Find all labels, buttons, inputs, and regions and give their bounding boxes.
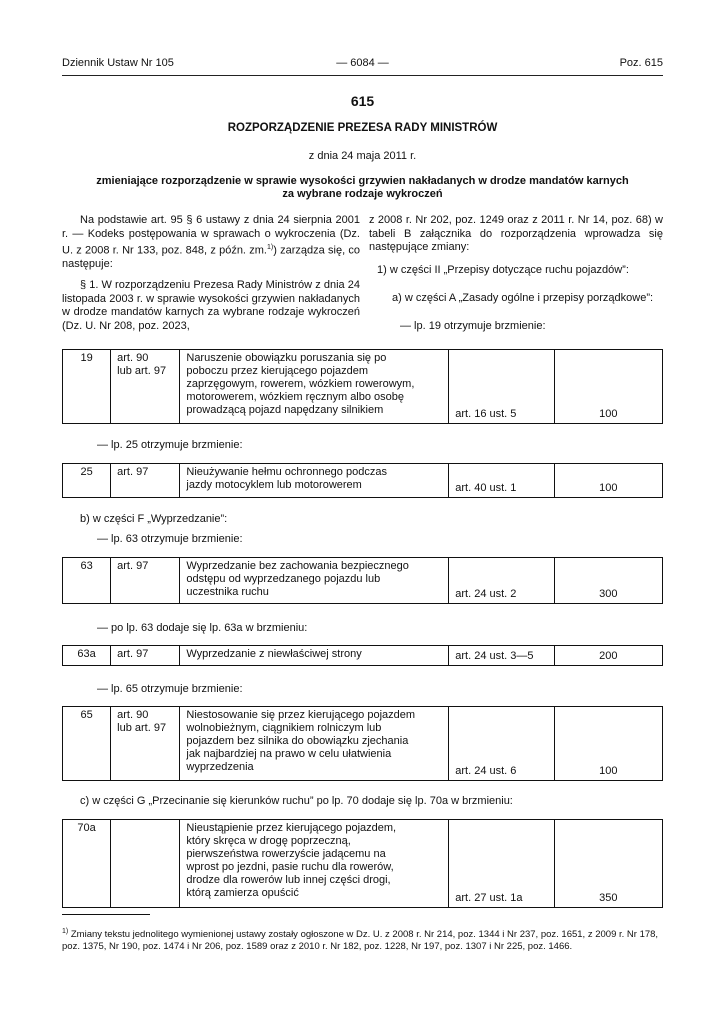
desc-line: prowadzącą pojazd napędzany silnikiem — [186, 404, 384, 416]
cell-article: art. 97 — [111, 646, 180, 666]
cell-reference: art. 24 ust. 3—5 — [449, 646, 554, 666]
cell-reference: art. 24 ust. 2 — [449, 558, 554, 604]
item-1: 1) w części II „Przepisy dotyczące ruchu pojazdów”: — [377, 264, 629, 276]
part-g-intro: c) w części G „Przecinanie się kierunków ruchu” po lp. 70 dodaje się lp. 70a w brzmieniu: — [80, 795, 513, 807]
footnote-rule — [62, 914, 150, 915]
table-lp70a — [62, 819, 663, 908]
preamble-paragraph — [62, 214, 360, 272]
act-title: ROZPORZĄDZENIE PREZESA RADY MINISTRÓW — [227, 122, 498, 134]
desc-line: którą zamierza opuścić — [186, 887, 299, 899]
section-1-paragraph: § 1. W rozporządzeniu Prezesa Rady Ministrów z dnia 24 listopada 2003 r. w sprawie wysokości grzywien nakładanych w drodze mandatów karnych za wybrane rodzaje wykroczeń (Dz. U. Nr 208, poz. 2023, — [62, 279, 360, 332]
cell-reference: art. 40 ust. 1 — [449, 464, 554, 498]
cell-description — [180, 350, 449, 424]
cell-article — [111, 350, 180, 424]
desc-line: wprost po jezdni, pasie ruchu dla rowerów, — [186, 861, 394, 873]
cell-lp: 63a — [63, 646, 111, 666]
article-line: lub art. 97 — [117, 365, 167, 377]
table-row — [63, 558, 663, 604]
cell-amount: 100 — [554, 350, 662, 424]
cell-description: Wyprzedzanie z niewłaściwej strony — [180, 646, 449, 666]
table-lp25 — [62, 463, 663, 498]
desc-line: Niestosowanie się przez kierującego pojazdem — [186, 709, 416, 721]
desc-line: zaprzęgowym, rowerem, wózkiem rowerowym, — [186, 378, 415, 390]
article-line: lub art. 97 — [117, 722, 167, 734]
preamble-tail: ) zarządza się, co następuje: — [62, 244, 360, 271]
cell-lp: 65 — [63, 707, 111, 781]
cell-amount: 300 — [554, 558, 662, 604]
lp63a-intro: — po lp. 63 dodaje się lp. 63a w brzmieniu: — [97, 622, 308, 634]
cell-description — [180, 820, 449, 908]
desc-line: Nieużywanie hełmu ochronnego podczas — [186, 466, 387, 478]
journal-name: Dziennik Ustaw Nr 105 — [62, 57, 174, 69]
table-lp19 — [62, 349, 663, 424]
act-date: z dnia 24 maja 2011 r. — [308, 150, 417, 162]
section-1-continuation: z 2008 r. Nr 202, poz. 1249 oraz z 2011 r. Nr 14, poz. 68) w tabeli B załącznika do rozporządzenia wprowadza się następujące zmiany: — [369, 214, 663, 254]
item-1a: a) w części A „Zasady ogólne i przepisy porządkowe”: — [392, 292, 654, 304]
page-number: — 6084 — — [336, 57, 389, 69]
article-line: art. 90 — [117, 709, 149, 721]
cell-lp: 70a — [63, 820, 111, 908]
lp65-intro: — lp. 65 otrzymuje brzmienie: — [97, 683, 243, 695]
cell-description — [180, 707, 449, 781]
footnote — [62, 926, 663, 953]
cell-reference: art. 27 ust. 1a — [449, 820, 554, 908]
table-row — [63, 464, 663, 498]
part-f-intro: b) w części F „Wyprzedzanie”: — [80, 513, 228, 525]
desc-line: drodze dla rowerów lub innej części drogi, — [186, 874, 391, 886]
cell-article — [111, 707, 180, 781]
cell-amount: 100 — [554, 707, 662, 781]
act-subject-line2: za wybrane rodzaje wykroczeń — [282, 188, 443, 200]
cell-article — [111, 820, 180, 908]
table-lp63 — [62, 557, 663, 604]
cell-description — [180, 464, 449, 498]
cell-reference: art. 24 ust. 6 — [449, 707, 554, 781]
desc-line: uczestnika ruchu — [186, 586, 269, 598]
desc-line: Wyprzedzanie bez zachowania bezpiecznego — [186, 560, 409, 572]
desc-line: jazdy motocyklem lub motorowerem — [186, 479, 362, 491]
cell-amount: 100 — [554, 464, 662, 498]
desc-line: motorowerem, wózkiem ręcznym albo osobę — [186, 391, 405, 403]
desc-line: Naruszenie obowiązku poruszania się po — [186, 352, 387, 364]
cell-reference: art. 16 ust. 5 — [449, 350, 554, 424]
footnote-ref: 1) — [266, 244, 274, 252]
preamble-text: Na podstawie art. 95 § 6 ustawy z dnia 24 sierpnia 2001 r. — Kodeks postępowania w sprawach o wykroczenia (Dz. U. z 2008 r. Nr 133, poz. 848, z późn. zm. — [62, 214, 360, 257]
table-row — [63, 646, 663, 666]
desc-line: wolnobieżnym, ciągnikiem rolniczym lub — [186, 722, 382, 734]
act-number: 615 — [350, 93, 375, 109]
cell-article: art. 97 — [111, 464, 180, 498]
cell-amount: 200 — [554, 646, 662, 666]
cell-lp: 25 — [63, 464, 111, 498]
desc-line: pojazdem bez silnika do obowiązku zjechania — [186, 735, 409, 747]
cell-lp: 63 — [63, 558, 111, 604]
cell-description — [180, 558, 449, 604]
desc-line: jak najbardziej na prawo w celu ułatwienia — [186, 748, 392, 760]
table-row — [63, 820, 663, 908]
position-number: Poz. 615 — [619, 57, 663, 69]
table-lp63a — [62, 645, 663, 666]
footnote-marker: 1) — [62, 928, 69, 935]
desc-line: poboczu przez kierującego pojazdem — [186, 365, 368, 377]
lp25-intro: — lp. 25 otrzymuje brzmienie: — [97, 439, 243, 451]
table-row — [63, 350, 663, 424]
table-row — [63, 707, 663, 781]
desc-line: który skręca w drogę poprzeczną, — [186, 835, 351, 847]
article-line: art. 90 — [117, 352, 149, 364]
act-subject — [62, 175, 663, 201]
desc-line: wyprzedzenia — [186, 761, 254, 773]
desc-line: Nieustąpienie przez kierującego pojazdem, — [186, 822, 397, 834]
table-lp65 — [62, 706, 663, 781]
cell-amount: 350 — [554, 820, 662, 908]
cell-lp: 19 — [63, 350, 111, 424]
act-subject-line1: zmieniające rozporządzenie w sprawie wysokości grzywien nakładanych w drodze mandatów karnych — [96, 175, 629, 187]
lp63-intro: — lp. 63 otrzymuje brzmienie: — [97, 533, 243, 545]
cell-article: art. 97 — [111, 558, 180, 604]
item-1a-lp19: — lp. 19 otrzymuje brzmienie: — [400, 320, 546, 332]
footnote-text: Zmiany tekstu jednolitego wymienionej ustawy zostały ogłoszone w Dz. U. z 2008 r. Nr 214, poz. 1344 i Nr 237, poz. 1651, z 2009 r. Nr 178, poz. 1375, Nr 190, poz. 1474 i Nr 206, poz. 1589 oraz z 2010 r. Nr 182, poz. 1228, Nr 197, poz. 1307 i Nr 225, poz. 1466. — [62, 929, 659, 953]
header-rule — [62, 75, 663, 76]
desc-line: pierwszeństwa rowerzyście jadącemu na — [186, 848, 386, 860]
desc-line: odstępu od wyprzedzanego pojazdu lub — [186, 573, 381, 585]
